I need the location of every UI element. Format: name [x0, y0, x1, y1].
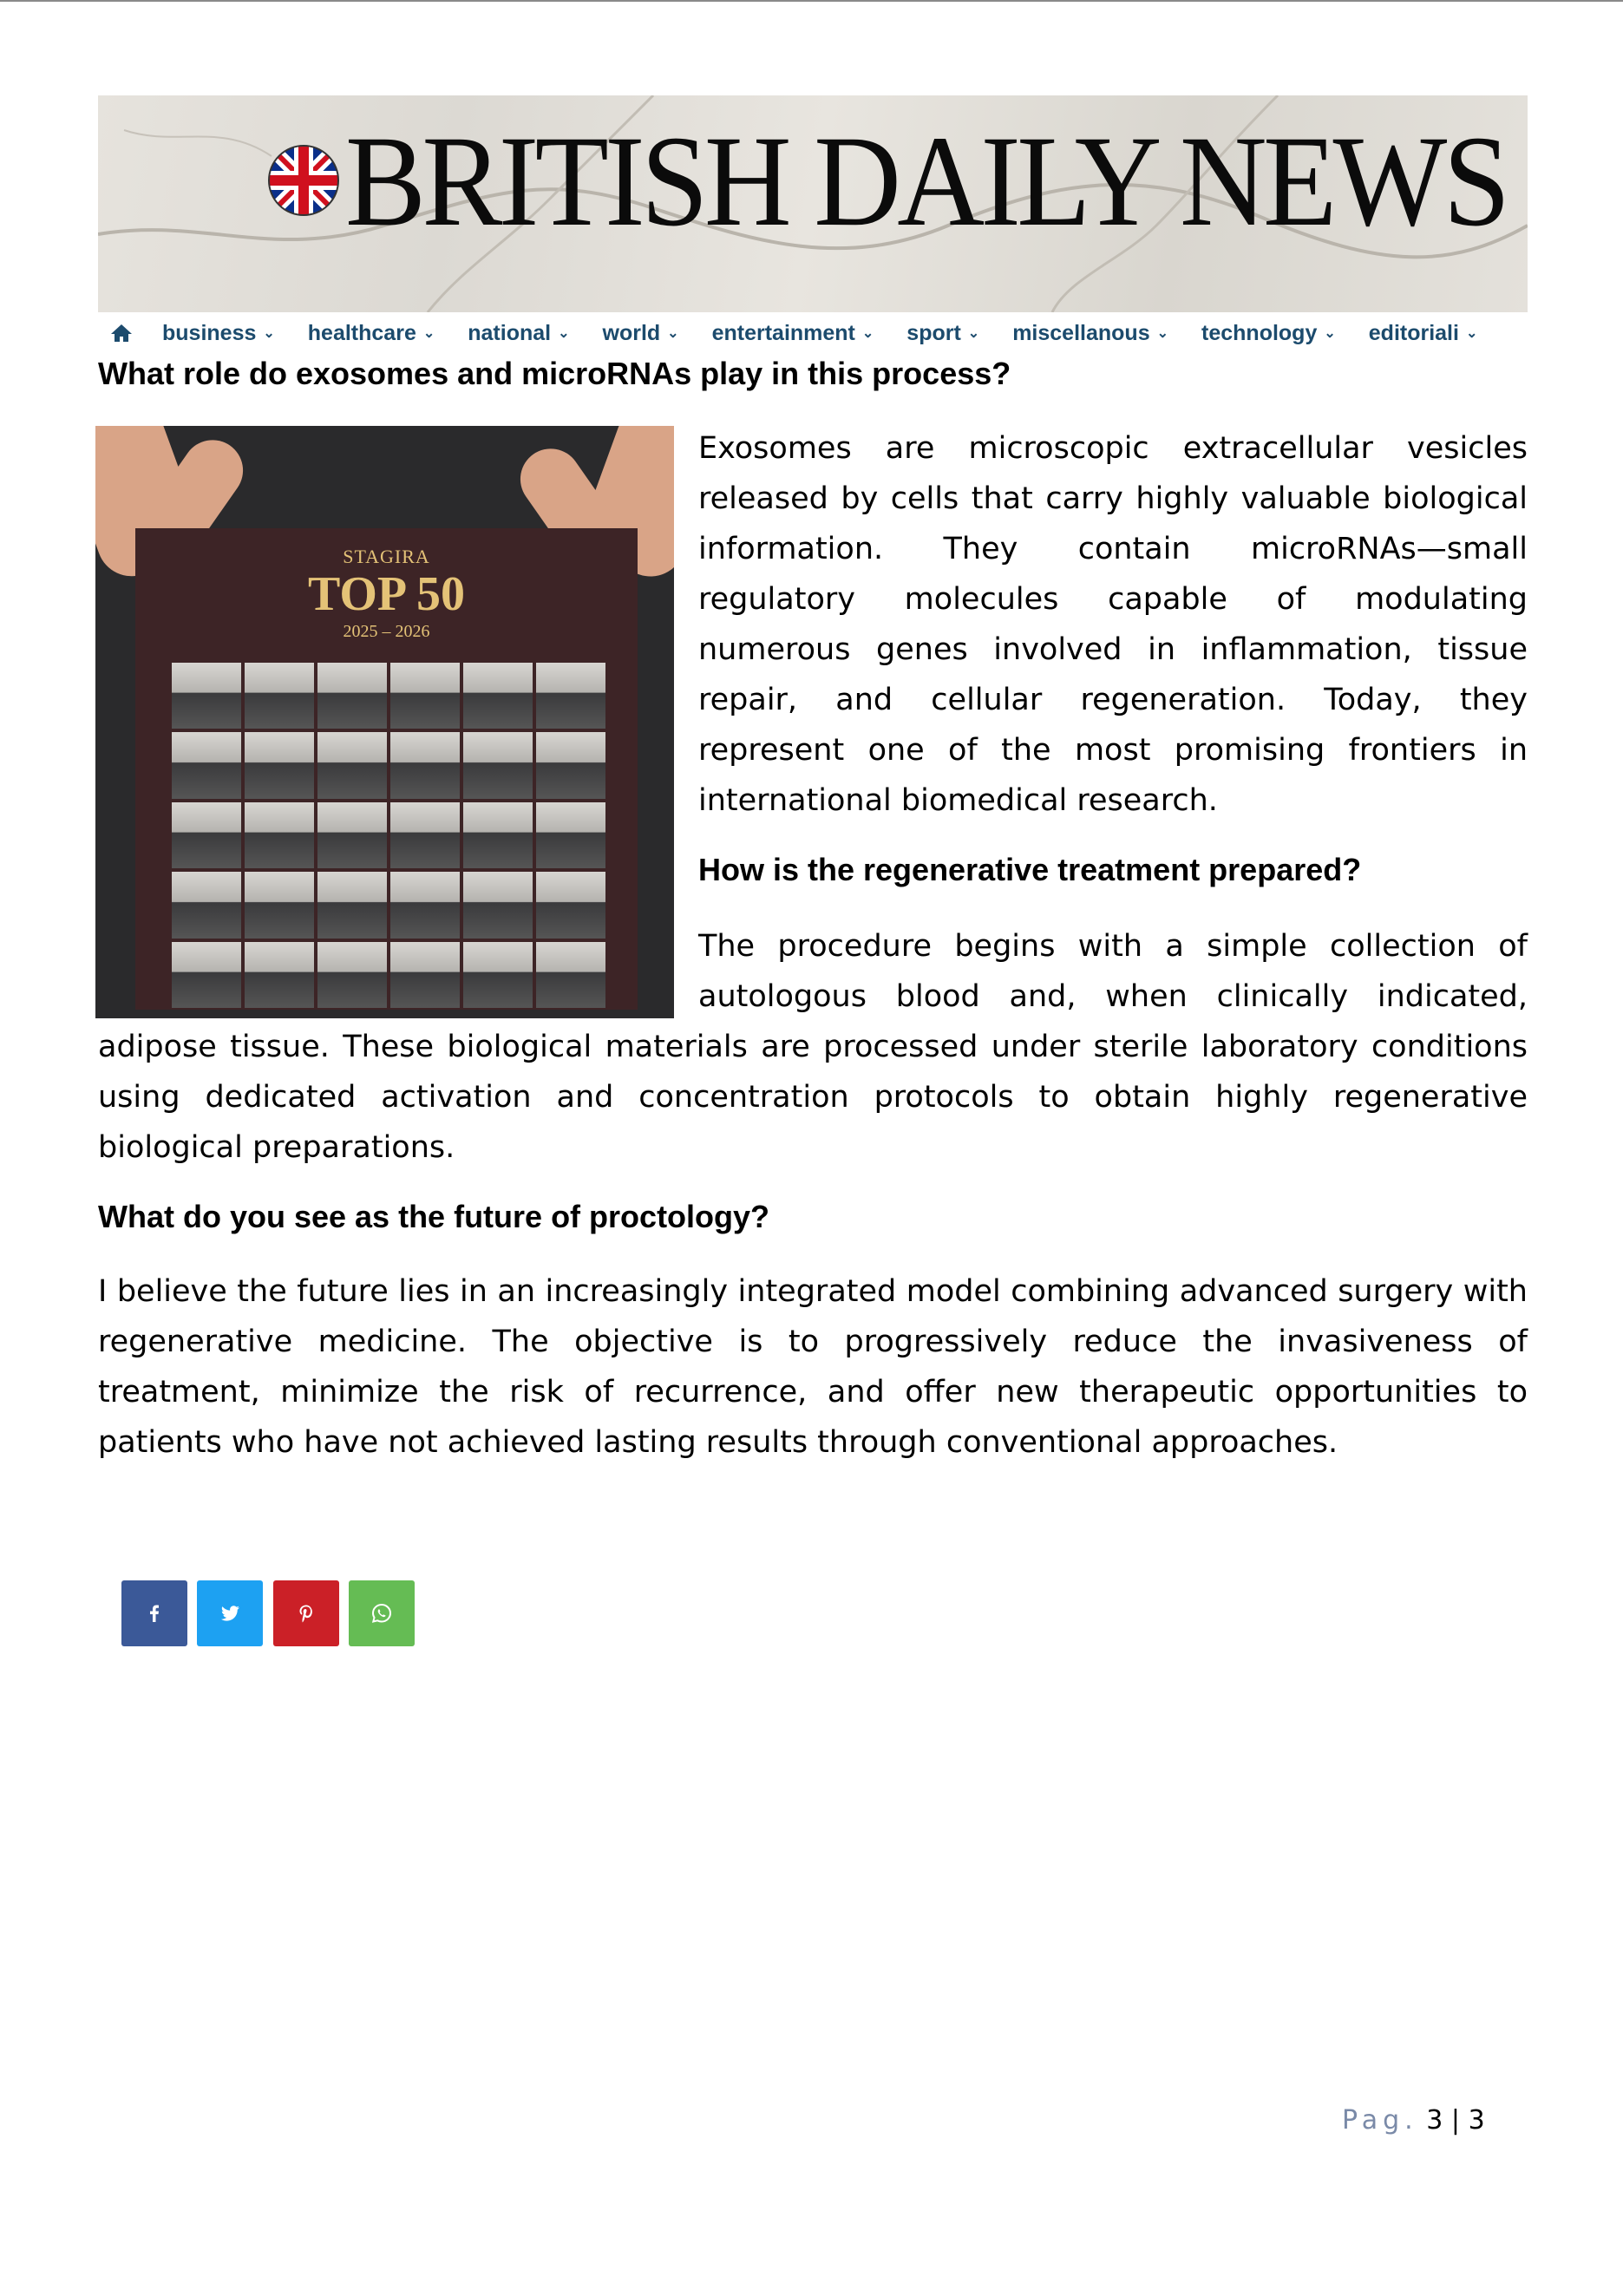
article-photo-top50-book — [95, 426, 674, 1018]
portrait — [463, 802, 533, 868]
portrait — [390, 872, 460, 938]
chevron-down-icon: ⌄ — [1324, 326, 1336, 341]
portrait — [245, 732, 314, 798]
page-number — [1342, 2105, 1485, 2136]
pinterest-share-button[interactable] — [273, 1580, 339, 1646]
nav-item-label: business — [162, 320, 257, 345]
portrait — [172, 872, 241, 938]
portrait — [390, 732, 460, 798]
nav-item-label: national — [468, 320, 552, 345]
chevron-down-icon: ⌄ — [263, 326, 275, 341]
book-title: TOP 50 — [307, 567, 465, 621]
nav-item-miscellanous[interactable] — [1012, 321, 1168, 346]
portrait — [172, 942, 241, 1008]
facebook-share-button[interactable] — [121, 1580, 187, 1646]
portrait — [390, 663, 460, 729]
nav-item-label: world — [602, 320, 661, 345]
chevron-down-icon: ⌄ — [422, 326, 435, 341]
question-heading-exosomes: What role do exosomes and microRNAs play in this process? — [98, 356, 1011, 391]
chevron-down-icon: ⌄ — [667, 326, 679, 341]
whatsapp-share-button[interactable] — [349, 1580, 415, 1646]
chevron-down-icon: ⌄ — [967, 326, 980, 341]
portrait — [463, 663, 533, 729]
portrait — [317, 663, 387, 729]
nav-item-label: entertainment — [711, 320, 855, 345]
portrait — [245, 802, 314, 868]
union-jack-flag-icon — [267, 144, 340, 217]
portrait — [536, 872, 605, 938]
answer-paragraph-exosomes: Exosomes are microscopic extracellular vesicles released by cells that carry highly valuable biological information. They contain microRNAs—small regulatory molecules capable of modulating numerous genes involved in inflammation, tissue repair, and cellular regeneration. Today, they represent one of the most promising frontiers in international biomedical research. — [698, 431, 1528, 818]
book-cover — [135, 528, 638, 1010]
nav-item-national[interactable] — [468, 321, 569, 346]
chevron-down-icon: ⌄ — [558, 326, 570, 341]
portrait — [536, 663, 605, 729]
question-heading-future: What do you see as the future of proctology? — [98, 1199, 770, 1234]
book-brand: STAGIRA — [343, 546, 430, 567]
nav-item-label: miscellanous — [1012, 320, 1150, 345]
nav-item-world[interactable] — [603, 321, 679, 346]
nav-item-technology[interactable] — [1201, 321, 1336, 346]
pinterest-icon — [293, 1600, 319, 1626]
chevron-down-icon: ⌄ — [861, 326, 874, 341]
nav-item-label: editoriali — [1368, 320, 1459, 345]
page-label: Pag. — [1342, 2105, 1418, 2136]
twitter-icon — [217, 1600, 243, 1626]
portrait — [463, 872, 533, 938]
page-current: 3 — [1426, 2105, 1443, 2136]
page-total: 3 — [1468, 2105, 1485, 2136]
home-icon[interactable] — [110, 324, 133, 343]
portrait — [245, 942, 314, 1008]
nav-item-business[interactable] — [162, 321, 275, 346]
portrait — [390, 942, 460, 1008]
chevron-down-icon: ⌄ — [1156, 326, 1169, 341]
answer-paragraph-future: I believe the future lies in an increasingly integrated model combining advanced surgery with regenerative medicine. The objective is to progressively reduce the invasiveness of treatment, minimize the risk of recurrence, and offer new therapeutic opportunities to patients who have not achieved lasting results through conventional approaches. — [98, 1274, 1528, 1460]
portrait — [536, 942, 605, 1008]
portrait — [317, 872, 387, 938]
nav-item-entertainment[interactable] — [712, 321, 874, 346]
portrait — [536, 802, 605, 868]
nav-item-label: sport — [906, 320, 961, 345]
answer-paragraph-treatment-start: The procedure begins with a simple collection of autologous blood and, when clinically indicated, — [698, 929, 1528, 1014]
portrait — [245, 872, 314, 938]
book-years: 2025 – 2026 — [343, 622, 430, 641]
portrait — [317, 802, 387, 868]
whatsapp-icon — [369, 1600, 395, 1626]
nav-item-label: healthcare — [307, 320, 416, 345]
portrait — [172, 802, 241, 868]
page-separator: | — [1450, 2105, 1461, 2136]
nav-item-label: technology — [1201, 320, 1318, 345]
portrait — [463, 732, 533, 798]
nav-item-sport[interactable] — [906, 321, 979, 346]
masthead-banner[interactable] — [98, 95, 1528, 312]
twitter-share-button[interactable] — [197, 1580, 263, 1646]
nav-item-healthcare[interactable] — [308, 321, 435, 346]
portrait — [390, 802, 460, 868]
page-top-border — [0, 0, 1623, 2]
portrait-grid — [172, 663, 605, 1008]
chevron-down-icon: ⌄ — [1465, 326, 1478, 341]
facebook-icon — [141, 1600, 167, 1626]
portrait — [172, 732, 241, 798]
answer-paragraph-treatment-continued: adipose tissue. These biological materials are processed under sterile laboratory conditions using dedicated activation and concentration protocols to obtain highly regenerative biological preparations. — [98, 1030, 1528, 1165]
portrait — [536, 732, 605, 798]
question-heading-treatment: How is the regenerative treatment prepared? — [698, 852, 1362, 887]
portrait — [317, 732, 387, 798]
portrait — [172, 663, 241, 729]
nav-item-editoriali[interactable] — [1369, 321, 1478, 346]
portrait — [463, 942, 533, 1008]
main-nav — [98, 312, 1528, 354]
site-logo-title[interactable]: BRITISH DAILY NEWS — [345, 109, 1507, 253]
portrait — [245, 663, 314, 729]
portrait — [317, 942, 387, 1008]
